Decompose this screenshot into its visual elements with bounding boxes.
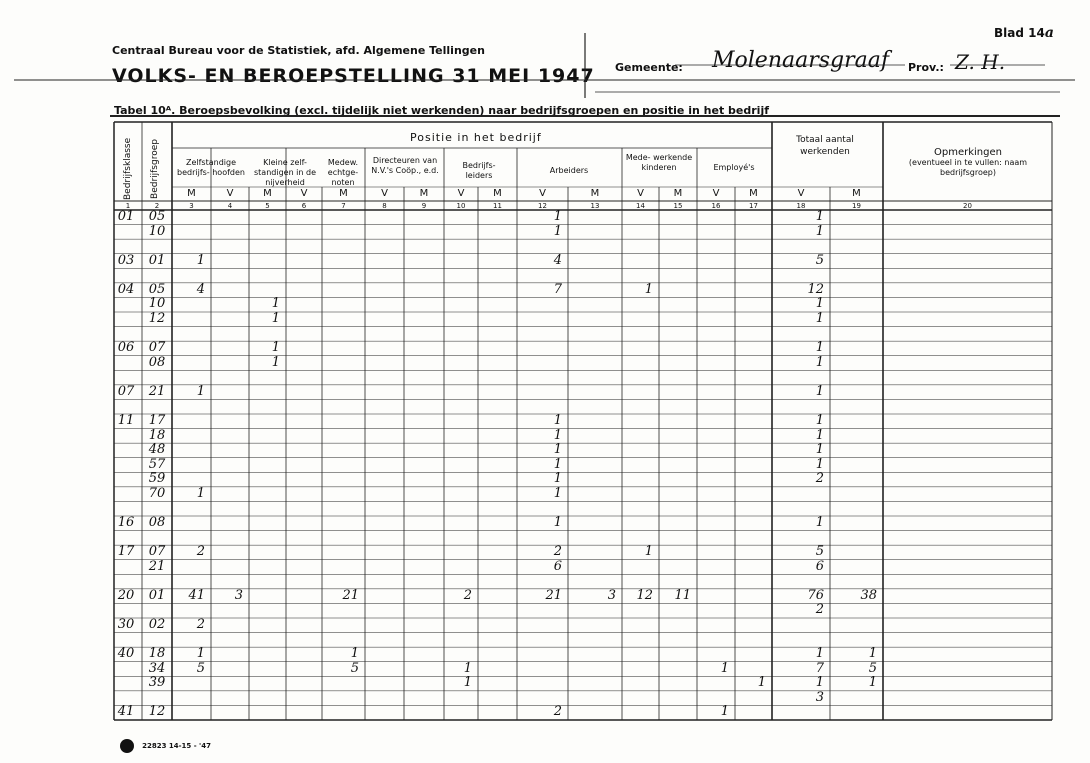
footer [120, 735, 211, 754]
table-title: Tabel 10ᴬ. Beroepsbevolking (excl. tijdelijk niet werkenden) naar bedrijfsgroepen en positie in het bedrijf [114, 104, 769, 117]
count-cell: 1 [644, 544, 653, 560]
mv-label: M [493, 188, 502, 199]
opmerkingen-header: Opmerkingen [934, 147, 1002, 158]
bedrijfsgroep-cell: 70 [148, 485, 166, 501]
count-cell: 11 [674, 587, 691, 603]
column-number: 14 [636, 202, 645, 210]
column-number: 9 [421, 202, 427, 210]
bedrijfsgroep-header: Bedrijfsgroep [150, 139, 160, 199]
count-cell: 6 [815, 558, 824, 574]
mv-label: V [457, 188, 465, 199]
count-cell: 5 [196, 660, 205, 676]
count-cell: 2 [196, 544, 205, 560]
group-employes: Employé's [713, 163, 755, 172]
count-cell: 3 [234, 587, 243, 603]
column-number: 3 [189, 202, 194, 210]
count-cell: 5 [868, 660, 877, 676]
count-cell: 1 [196, 383, 205, 399]
count-cell: 1 [815, 442, 824, 458]
count-cell: 1 [815, 311, 824, 326]
mv-label: V [797, 188, 805, 199]
mv-label: M [339, 188, 348, 199]
bedrijfsklasse-cell: 17 [117, 544, 135, 560]
bedrijfsklasse-cell: 40 [117, 646, 135, 662]
bedrijfsgroep-cell: 01 [148, 252, 166, 268]
bedrijfsgroep-cell: 01 [148, 587, 166, 603]
count-cell: 1 [868, 646, 877, 662]
count-cell: 1 [271, 296, 280, 312]
mv-label: V [381, 188, 388, 199]
count-cell: 1 [815, 413, 824, 428]
bedrijfsgroep-cell: 10 [148, 296, 166, 312]
count-cell: 12 [807, 281, 824, 297]
count-cell: 76 [807, 587, 824, 603]
count-cell: 1 [815, 675, 824, 691]
column-number: 17 [749, 202, 758, 210]
bedrijfsklasse-cell: 04 [117, 281, 135, 297]
mv-label: M [419, 188, 429, 199]
column-number: 11 [493, 202, 502, 210]
count-cell: 1 [196, 252, 205, 268]
bedrijfsgroep-cell: 08 [148, 515, 166, 530]
count-cell: 1 [815, 456, 824, 472]
column-number: 15 [673, 202, 683, 210]
bedrijfsgroep-cell: 18 [148, 427, 166, 443]
bedrijfsklasse-header: Bedrijfsklasse [123, 137, 133, 200]
count-cell: 1 [271, 311, 280, 326]
count-cell: 1 [271, 354, 280, 370]
count-cell: 12 [636, 587, 653, 603]
count-cell: 41 [188, 587, 205, 603]
bedrijfsgroep-cell: 08 [148, 354, 166, 370]
group-zelfstandige: Zelfstandige bedrijfs- hoofden [177, 158, 245, 177]
bedrijfsgroep-cell: 05 [148, 281, 166, 297]
prov-label: Prov.: [908, 61, 944, 74]
bedrijfsgroep-cell: 10 [148, 223, 166, 239]
column-number: 20 [963, 202, 972, 210]
bedrijfsklasse-cell: 03 [117, 252, 135, 268]
count-cell: 7 [815, 660, 824, 676]
count-cell: 1 [553, 209, 562, 224]
bedrijfsgroep-cell: 48 [148, 442, 166, 458]
count-cell: 1 [815, 209, 824, 224]
group-arbeiders: Arbeiders [549, 166, 589, 175]
count-cell: 1 [553, 515, 562, 530]
count-cell: 1 [868, 675, 877, 691]
printer-logo-icon [120, 739, 134, 753]
agency-line: Centraal Bureau voor de Statistiek, afd. Algemene Tellingen [112, 44, 485, 57]
bedrijfsgroep-cell: 02 [148, 617, 166, 632]
column-number: 5 [265, 202, 270, 210]
print-code: 22823 14-15 - '47 [142, 741, 211, 750]
count-cell: 21 [342, 587, 359, 603]
mv-label: V [637, 188, 644, 199]
totaal-header: Totaal aantal werkenden [796, 135, 854, 157]
group-kleine: Kleine zelf- standigen in de nijverheid [253, 158, 317, 187]
count-cell: 1 [815, 296, 824, 312]
bedrijfsgroep-cell: 12 [148, 311, 166, 326]
prov-value: Z. H. [955, 50, 1006, 74]
bedrijfsgroep-cell: 17 [148, 413, 166, 428]
count-cell: 1 [463, 660, 472, 676]
bedrijfsgroep-cell: 07 [148, 544, 166, 560]
count-cell: 1 [815, 354, 824, 370]
bedrijfsklasse-cell: 41 [117, 704, 135, 720]
count-cell: 1 [720, 704, 729, 720]
blad-number: Blad 14 [994, 26, 1045, 40]
count-cell: 2 [553, 544, 562, 560]
column-number: 13 [590, 202, 600, 210]
count-cell: 1 [553, 427, 562, 443]
count-cell: 4 [553, 252, 562, 268]
group-bedrijfsleiders: Bedrijfs- leiders [462, 161, 496, 180]
count-cell: 21 [545, 587, 562, 603]
bedrijfsklasse-cell: 20 [117, 587, 135, 603]
bedrijfsgroep-cell: 07 [148, 340, 166, 356]
count-cell: 1 [196, 485, 205, 501]
count-cell: 1 [553, 485, 562, 501]
mv-label: V [539, 188, 546, 199]
bedrijfsgroep-cell: 57 [148, 456, 166, 472]
bedrijfsklasse-cell: 11 [117, 413, 135, 428]
bedrijfsgroep-cell: 34 [148, 660, 166, 676]
count-cell: 3 [815, 689, 824, 705]
gemeente-label: Gemeente: [615, 61, 683, 74]
bedrijfsgroep-cell: 18 [148, 646, 166, 662]
bedrijfsklasse-cell: 06 [117, 340, 135, 356]
column-number: 6 [301, 202, 307, 210]
count-cell: 1 [815, 383, 824, 399]
column-number: 2 [154, 202, 160, 210]
group-medewerkende: Mede- werkende kinderen [625, 153, 693, 172]
column-number: 10 [456, 202, 466, 210]
count-cell: 1 [553, 413, 562, 428]
opmerkingen-subheader: (eventueel in te vullen: naam bedrijfsgroep) [908, 158, 1028, 177]
column-number: 19 [852, 202, 861, 210]
mv-label: M [673, 188, 683, 199]
bedrijfsklasse-cell: 07 [117, 383, 135, 399]
bedrijfsklasse-cell: 16 [117, 515, 135, 530]
column-number: 4 [227, 202, 233, 210]
count-cell: 5 [815, 252, 824, 268]
count-cell: 6 [553, 558, 562, 574]
count-cell: 1 [463, 675, 472, 691]
count-cell: 1 [271, 340, 280, 356]
count-cell: 2 [463, 587, 472, 603]
blad-suffix: a [1044, 25, 1054, 41]
mv-label: V [300, 188, 308, 199]
count-cell: 38 [860, 587, 877, 603]
count-cell: 1 [553, 223, 562, 239]
count-cell: 1 [757, 675, 766, 691]
count-cell: 1 [553, 456, 562, 472]
column-number: 8 [382, 202, 387, 210]
bedrijfsgroep-cell: 12 [148, 704, 166, 720]
count-cell: 3 [607, 587, 616, 603]
column-number: 1 [125, 202, 131, 210]
group-medew: Medew. echtge- noten [327, 158, 359, 187]
count-cell: 1 [553, 471, 562, 487]
mv-label: M [852, 188, 861, 199]
count-cell: 5 [350, 660, 359, 676]
gemeente-value: Molenaarsgraaf [712, 48, 890, 73]
count-cell: 1 [644, 281, 653, 297]
bedrijfsgroep-cell: 05 [148, 209, 166, 224]
mv-label: M [590, 188, 600, 199]
count-cell: 1 [815, 340, 824, 356]
positie-header: Positie in het bedrijf [410, 131, 542, 144]
column-number: 12 [538, 202, 547, 210]
bedrijfsgroep-cell: 39 [148, 675, 166, 691]
bedrijfsklasse-cell: 30 [117, 617, 135, 632]
count-cell: 1 [815, 427, 824, 443]
mv-label: V [712, 188, 720, 199]
count-cell: 4 [196, 281, 205, 297]
form-title: VOLKS- EN BEROEPSTELLING 31 MEI 1947 [112, 65, 595, 87]
count-cell: 1 [815, 646, 824, 662]
count-cell: 1 [815, 223, 824, 239]
bedrijfsgroep-cell: 21 [148, 383, 166, 399]
count-cell: 1 [553, 442, 562, 458]
count-cell: 7 [553, 281, 562, 297]
mv-label: M [749, 188, 758, 199]
count-cell: 1 [350, 646, 359, 662]
bedrijfsgroep-cell: 21 [148, 558, 166, 574]
column-number: 18 [796, 202, 806, 210]
count-cell: 2 [815, 602, 824, 618]
column-number: 16 [711, 202, 721, 210]
count-cell: 2 [553, 704, 562, 720]
bedrijfsgroep-cell: 59 [148, 471, 166, 487]
mv-label: V [226, 188, 234, 199]
group-directeuren: Directeuren van N.V.'s Coöp., e.d. [371, 156, 439, 175]
count-cell: 1 [196, 646, 205, 662]
column-number: 7 [341, 202, 346, 210]
count-cell: 1 [815, 515, 824, 530]
count-cell: 2 [196, 617, 205, 632]
count-cell: 2 [815, 471, 824, 487]
bedrijfsklasse-cell: 01 [117, 209, 135, 224]
mv-label: M [263, 188, 272, 199]
count-cell: 1 [720, 660, 729, 676]
mv-label: M [187, 188, 196, 199]
count-cell: 5 [815, 544, 824, 560]
